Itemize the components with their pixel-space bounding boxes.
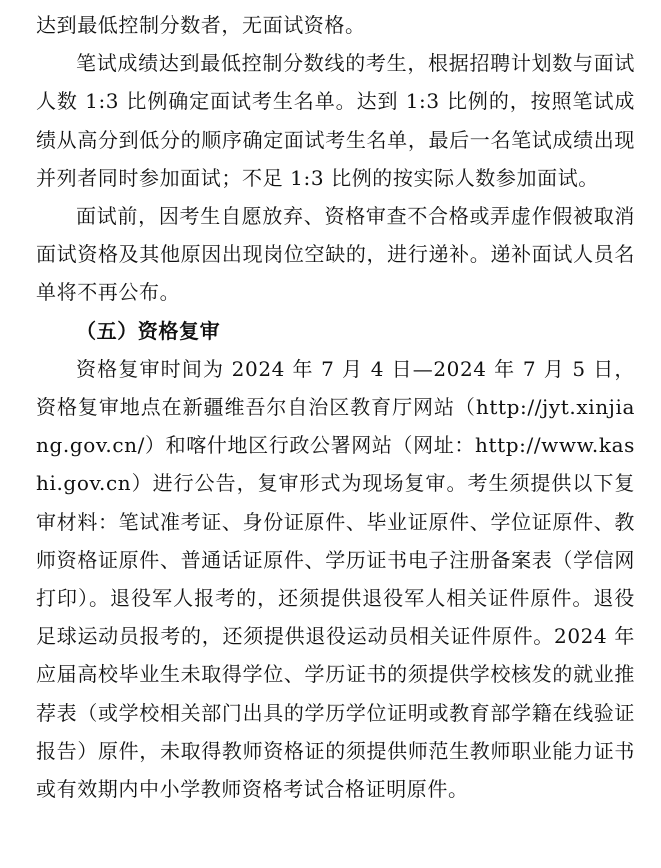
section-heading-qualification-review: （五）资格复审 [76,318,221,343]
paragraph-continuation: 达到最低控制分数者，无面试资格。 [36,13,366,37]
paragraph-qualification-review: 资格复审时间为 2024 年 7 月 4 日—2024 年 7 月 5 日，资格复审地点在新疆维吾尔自治区教育厅网站（http://jyt.xinjiang.gov.cn/）和喀什地区行政公署网站（网址：http://www.kashi.gov.cn）进行公告，复审形式为现场复审。考生须提供以下复审材料：笔试准考证、身份证原件、毕业证原件、学位证原件、教师资格证原件、普通话证原件、学历证书电子注册备案表（学信网打印）。退役军人报考的，还须提供退役军人相关证件原件。退役足球运动员报考的，还须提供退役运动员相关证件原件。2024 年应届高校毕业生未取得学位、学历证书的须提供学校核发的就业推荐表（或学校相关部门出具的学历学位证明或教育部学籍在线验证报告）原件，未取得教师资格证的须提供师范生教师职业能力证书或有效期内中小学教师资格考试合格证明原件。 [36,356,635,802]
paragraph-replacement: 面试前，因考生自愿放弃、资格审查不合格或弄虚作假被取消面试资格及其他原因出现岗位空缺的，进行递补。递补面试人员名单将不再公布。 [36,204,635,305]
paragraph-interview-ratio: 笔试成绩达到最低控制分数线的考生，根据招聘计划数与面试人数 1:3 比例确定面试考生名单。达到 1:3 比例的，按照笔试成绩从高分到低分的顺序确定面试考生名单，最后一名笔试成绩出现并列者同时参加面试；不足 1:3 比例的按实际人数参加面试。 [36,51,635,190]
